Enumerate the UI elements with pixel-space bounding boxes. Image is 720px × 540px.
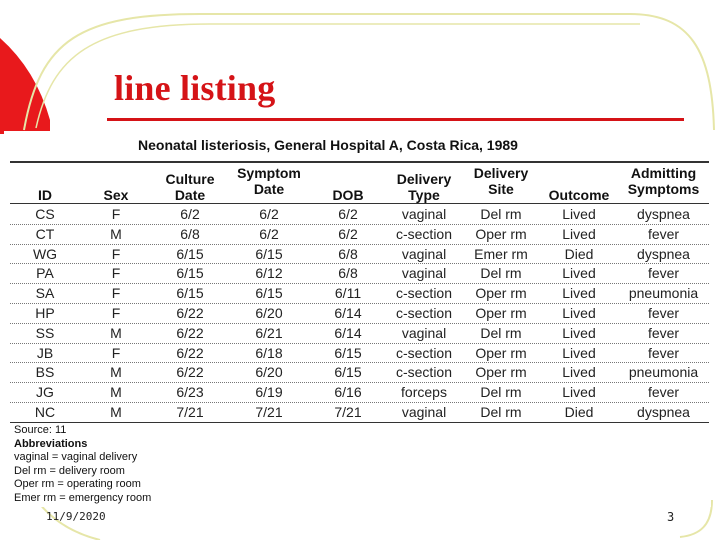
cell-outcome: Lived <box>562 344 596 361</box>
cell-outcome: Lived <box>562 285 596 302</box>
header-culture-date: Culture Date <box>165 171 215 203</box>
cell-culture-date: 6/15 <box>176 245 204 262</box>
cell-delivery-site: Del rm <box>480 265 522 282</box>
cell-outcome: Lived <box>562 364 596 381</box>
cell-dob: 6/14 <box>334 304 362 321</box>
cell-admitting-symptoms: pneumonia <box>628 285 699 302</box>
cell-delivery-type: c-section <box>395 304 453 321</box>
cell-dob: 6/8 <box>338 245 358 262</box>
cell-id: SS <box>35 324 55 341</box>
cell-delivery-type: forceps <box>401 384 447 401</box>
cell-symptom-date: 6/15 <box>255 245 283 262</box>
cell-delivery-site: Del rm <box>480 324 522 341</box>
cell-sex: M <box>110 403 122 420</box>
cell-sex: F <box>111 344 121 361</box>
cell-delivery-site: Del rm <box>480 403 522 420</box>
cell-culture-date: 6/22 <box>176 344 204 361</box>
cell-dob: 6/2 <box>338 206 358 222</box>
header-delivery-type: Delivery Type <box>396 171 452 203</box>
cell-sex: F <box>111 265 121 282</box>
cell-sex: F <box>111 304 121 321</box>
footnotes <box>14 424 151 505</box>
cell-id: SA <box>35 285 55 302</box>
cell-delivery-type: c-section <box>395 285 453 302</box>
cell-id: JB <box>36 344 54 361</box>
cell-dob: 6/8 <box>338 265 358 282</box>
cell-dob: 6/14 <box>334 324 362 341</box>
cell-id: BS <box>35 364 55 381</box>
cell-delivery-type: vaginal <box>401 245 447 262</box>
cell-delivery-type: vaginal <box>401 403 447 420</box>
page-number: 3 <box>667 510 675 524</box>
cell-admitting-symptoms: fever <box>647 344 680 361</box>
cell-delivery-site: Oper rm <box>475 364 527 381</box>
cell-admitting-symptoms: dyspnea <box>637 403 690 420</box>
cell-admitting-symptoms: pneumonia <box>628 364 699 381</box>
cell-delivery-type: c-section <box>395 364 453 381</box>
cell-culture-date: 7/21 <box>176 403 204 420</box>
table-row <box>10 344 709 364</box>
cell-symptom-date: 6/20 <box>255 364 283 381</box>
table-row <box>10 205 709 225</box>
cell-sex: M <box>110 225 122 242</box>
cell-culture-date: 6/15 <box>176 285 204 302</box>
abbreviation-line: vaginal = vaginal delivery <box>14 451 138 463</box>
cell-outcome: Lived <box>562 206 596 222</box>
cell-culture-date: 6/22 <box>176 304 204 321</box>
cell-delivery-type: vaginal <box>401 324 447 341</box>
cell-admitting-symptoms: fever <box>647 225 680 242</box>
cell-admitting-symptoms: fever <box>647 265 680 282</box>
cell-delivery-type: vaginal <box>401 206 447 222</box>
header-outcome: Outcome <box>548 187 610 203</box>
table-row <box>10 225 709 245</box>
cell-symptom-date: 6/21 <box>255 324 283 341</box>
cell-symptom-date: 6/19 <box>255 384 283 401</box>
table-row <box>10 324 709 344</box>
cell-symptom-date: 6/20 <box>255 304 283 321</box>
header-admitting-symptoms: Admitting Symptoms <box>627 165 700 197</box>
table-row <box>10 245 709 265</box>
header-symptom-date: Symptom Date <box>237 165 301 197</box>
red-corner-accent <box>0 38 50 134</box>
cell-id: CT <box>35 225 55 242</box>
cell-culture-date: 6/15 <box>176 265 204 282</box>
abbreviation-line: Del rm = delivery room <box>14 464 125 477</box>
cell-delivery-site: Oper rm <box>475 304 527 321</box>
cell-dob: 6/15 <box>334 364 362 381</box>
cell-id: HP <box>35 304 55 321</box>
cell-sex: F <box>111 245 121 262</box>
cell-outcome: Lived <box>562 324 596 341</box>
cell-delivery-type: vaginal <box>401 265 447 282</box>
cell-dob: 6/15 <box>334 344 362 361</box>
cell-id: PA <box>36 265 54 282</box>
cell-delivery-site: Del rm <box>480 384 522 401</box>
cell-admitting-symptoms: dyspnea <box>637 206 690 222</box>
cell-sex: M <box>110 384 122 401</box>
cell-delivery-site: Del rm <box>480 206 522 222</box>
cell-sex: F <box>111 206 121 222</box>
cell-delivery-site: Oper rm <box>475 225 527 242</box>
cell-outcome: Lived <box>562 225 596 242</box>
cell-symptom-date: 6/15 <box>255 285 283 302</box>
cell-id: CS <box>35 206 55 222</box>
header-dob: DOB <box>332 187 364 203</box>
cell-id: JG <box>36 384 54 401</box>
slide-date: 11/9/2020 <box>46 510 106 523</box>
table-row <box>10 264 709 284</box>
cell-delivery-type: c-section <box>395 225 453 242</box>
cell-delivery-type: c-section <box>395 344 453 361</box>
cell-dob: 7/21 <box>334 403 362 420</box>
header-sex: Sex <box>103 187 129 203</box>
cell-admitting-symptoms: fever <box>647 384 680 401</box>
table-body <box>10 205 709 423</box>
cell-outcome: Lived <box>562 304 596 321</box>
cell-symptom-date: 6/18 <box>255 344 283 361</box>
cell-id: NC <box>34 403 56 420</box>
cell-symptom-date: 6/2 <box>259 206 279 222</box>
cell-sex: M <box>110 364 122 381</box>
cell-symptom-date: 7/21 <box>255 403 283 420</box>
cell-outcome: Lived <box>562 265 596 282</box>
title-underline <box>107 118 684 121</box>
table-row <box>10 403 709 423</box>
header-delivery-site: Delivery Site <box>473 165 529 197</box>
table-row <box>10 304 709 324</box>
cell-culture-date: 6/23 <box>176 384 204 401</box>
cell-dob: 6/2 <box>338 225 358 242</box>
header-rule <box>10 203 709 204</box>
cell-symptom-date: 6/2 <box>259 225 279 242</box>
cell-admitting-symptoms: fever <box>647 324 680 341</box>
cell-culture-date: 6/2 <box>180 206 200 222</box>
cell-sex: M <box>110 324 122 341</box>
cell-outcome: Died <box>564 245 594 262</box>
slide-title: line listing <box>114 68 276 108</box>
cell-dob: 6/16 <box>334 384 362 401</box>
cell-delivery-site: Oper rm <box>475 344 527 361</box>
cell-culture-date: 6/22 <box>176 324 204 341</box>
table-header-row <box>10 165 709 203</box>
table-row <box>10 383 709 403</box>
cell-culture-date: 6/22 <box>176 364 204 381</box>
cell-culture-date: 6/8 <box>180 225 200 242</box>
table-top-rule <box>10 161 709 163</box>
table-title: Neonatal listeriosis, General Hospital A, Costa Rica, 1989 <box>138 137 518 153</box>
header-id: ID <box>38 187 52 203</box>
source-note: Source: 11 <box>14 424 67 436</box>
cell-delivery-site: Oper rm <box>475 285 527 302</box>
abbreviation-line: Emer rm = emergency room <box>14 491 152 504</box>
cell-symptom-date: 6/12 <box>255 265 283 282</box>
cell-dob: 6/11 <box>334 285 362 302</box>
table-row <box>10 363 709 383</box>
cell-sex: F <box>111 285 121 302</box>
abbreviations-heading: Abbreviations <box>14 437 88 450</box>
abbreviation-line: Oper rm = operating room <box>14 478 141 490</box>
cell-outcome: Lived <box>562 384 596 401</box>
cell-delivery-site: Emer rm <box>474 245 528 262</box>
cell-admitting-symptoms: fever <box>647 304 680 321</box>
table-row <box>10 284 709 304</box>
cell-id: WG <box>32 245 58 262</box>
cell-admitting-symptoms: dyspnea <box>637 245 690 262</box>
cell-outcome: Died <box>564 403 594 420</box>
